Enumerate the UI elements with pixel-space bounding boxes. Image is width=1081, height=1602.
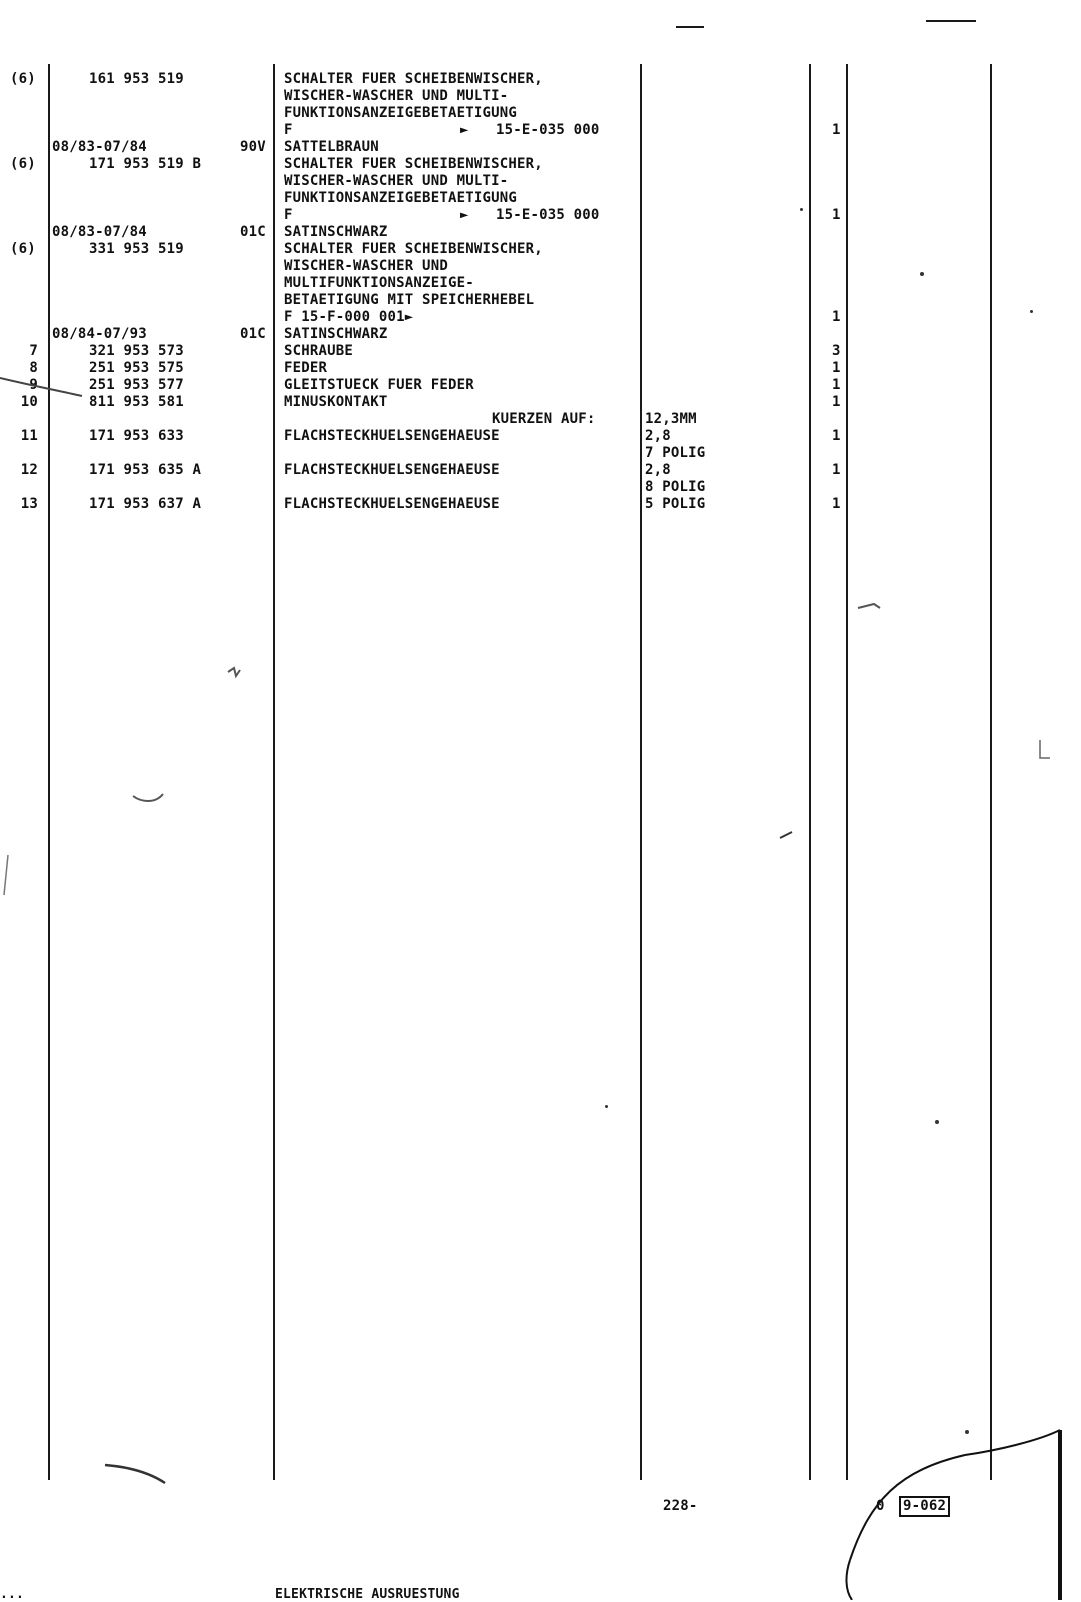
remark: 8 POLIG: [645, 479, 706, 495]
arrow-icon: ►: [460, 122, 469, 138]
item-number: 11: [20, 428, 38, 444]
description-line: FUNKTIONSANZEIGEBETAETIGUNG: [284, 105, 517, 121]
quantity: 1: [832, 309, 841, 325]
bottom-chapter-title: ELEKTRISCHE AUSRUESTUNG: [275, 1587, 460, 1602]
part-number: 171 953 519 B: [89, 156, 202, 172]
part-number: 811 953 581: [89, 394, 184, 410]
remark: 2,8: [645, 462, 671, 478]
scan-speck: [965, 1430, 969, 1434]
quantity: 1: [832, 428, 841, 444]
scan-speck: [800, 208, 803, 211]
quantity: 1: [832, 360, 841, 376]
item-number: 10: [20, 394, 38, 410]
part-number: 171 953 635 A: [89, 462, 202, 478]
item-number: 13: [20, 496, 38, 512]
part-number: 321 953 573: [89, 343, 184, 359]
date-range: 08/84-07/93: [52, 326, 147, 342]
color-code: 01C: [240, 326, 266, 342]
bottom-left-cut: ...: [0, 1587, 25, 1602]
shorten-note: KUERZEN AUF:: [492, 411, 596, 427]
scan-speck: [1030, 310, 1033, 313]
page-suffix-zero: 0: [876, 1498, 885, 1514]
quantity: 1: [832, 496, 841, 512]
description-line: FLACHSTECKHUELSENGEHAEUSE: [284, 462, 500, 478]
description-line: MULTIFUNKTIONSANZEIGE-: [284, 275, 474, 291]
description-line: SCHALTER FUER SCHEIBENWISCHER,: [284, 156, 543, 172]
description-line: BETAETIGUNG MIT SPEICHERHEBEL: [284, 292, 535, 308]
scan-speck: [605, 1105, 608, 1108]
remark: 5 POLIG: [645, 496, 706, 512]
quantity: 1: [832, 462, 841, 478]
quantity: 1: [832, 122, 841, 138]
item-number: 9: [29, 377, 38, 393]
item-number: (6): [10, 71, 36, 87]
description-line: WISCHER-WASCHER UND: [284, 258, 448, 274]
color-name: SATINSCHWARZ: [284, 326, 388, 342]
date-range: 08/83-07/84: [52, 224, 147, 240]
page-number: 228-: [663, 1498, 698, 1514]
description-line: WISCHER-WASCHER UND MULTI-: [284, 88, 509, 104]
description-line: WISCHER-WASCHER UND MULTI-: [284, 173, 509, 189]
description-line: FLACHSTECKHUELSENGEHAEUSE: [284, 496, 500, 512]
item-number: (6): [10, 156, 36, 172]
remark: 12,3MM: [645, 411, 697, 427]
date-range: 08/83-07/84: [52, 139, 147, 155]
description-line: GLEITSTUECK FUER FEDER: [284, 377, 474, 393]
scan-speck: [920, 272, 924, 276]
description-line: FUNKTIONSANZEIGEBETAETIGUNG: [284, 190, 517, 206]
quantity: 1: [832, 377, 841, 393]
quantity: 3: [832, 343, 841, 359]
remark: 2,8: [645, 428, 671, 444]
item-number: 7: [29, 343, 38, 359]
color-code: 90V: [240, 139, 266, 155]
description-line: MINUSKONTAKT: [284, 394, 388, 410]
description-line: FEDER: [284, 360, 328, 376]
part-number: 171 953 633: [89, 428, 184, 444]
description-line: F: [284, 122, 293, 138]
arrow-icon: ►: [460, 207, 469, 223]
color-name: SATTELBRAUN: [284, 139, 379, 155]
item-number: 8: [29, 360, 38, 376]
chassis-ref: 15-E-035 000: [496, 122, 600, 138]
part-number: 161 953 519: [89, 71, 184, 87]
chassis-ref: 15-E-035 000: [496, 207, 600, 223]
part-number: 251 953 577: [89, 377, 184, 393]
color-name: SATINSCHWARZ: [284, 224, 388, 240]
description-line: F: [284, 207, 293, 223]
scan-speck: [935, 1120, 939, 1124]
chassis-ref: F 15-F-000 001►: [284, 309, 414, 325]
description-line: FLACHSTECKHUELSENGEHAEUSE: [284, 428, 500, 444]
part-number: 331 953 519: [89, 241, 184, 257]
remark: 7 POLIG: [645, 445, 706, 461]
description-line: SCHRAUBE: [284, 343, 354, 359]
description-line: SCHALTER FUER SCHEIBENWISCHER,: [284, 71, 543, 87]
description-line: SCHALTER FUER SCHEIBENWISCHER,: [284, 241, 543, 257]
item-number: 12: [20, 462, 38, 478]
item-number: (6): [10, 241, 36, 257]
section-code: 9-062: [899, 1496, 950, 1517]
part-number: 251 953 575: [89, 360, 184, 376]
quantity: 1: [832, 207, 841, 223]
part-number: 171 953 637 A: [89, 496, 202, 512]
quantity: 1: [832, 394, 841, 410]
color-code: 01C: [240, 224, 266, 240]
